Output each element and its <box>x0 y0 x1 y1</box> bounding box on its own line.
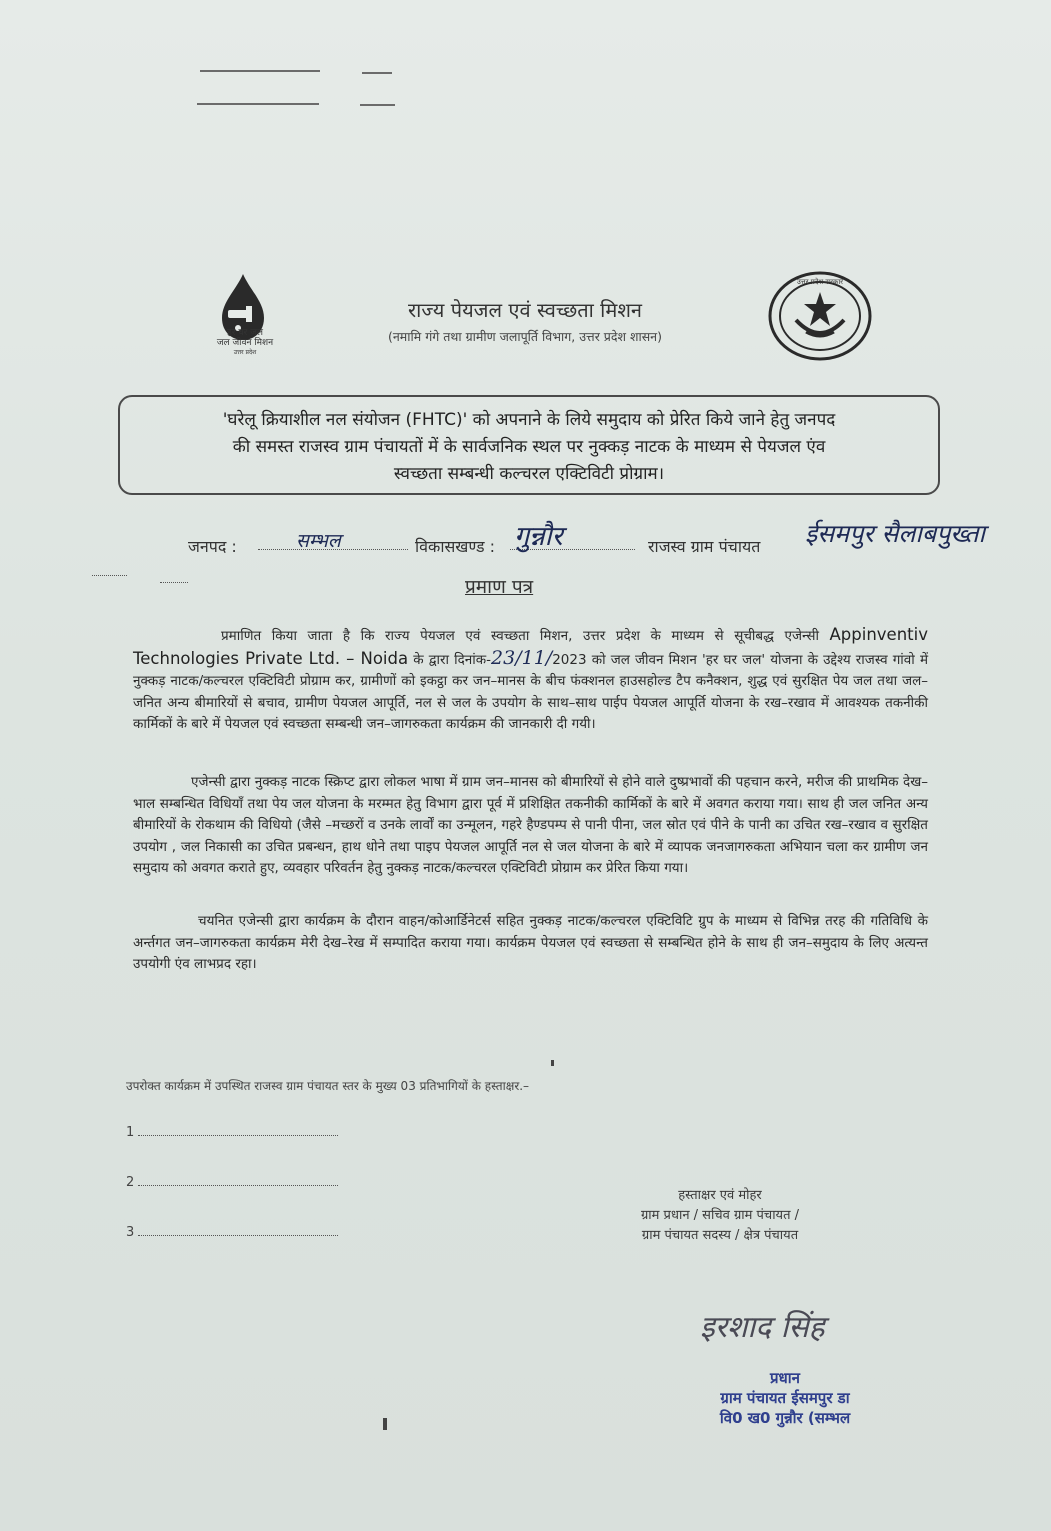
emblem-text: उत्तर प्रदेश सरकार <box>796 278 844 286</box>
participant-signature-2 <box>126 1175 338 1190</box>
scan-mark <box>362 72 392 74</box>
org-subtitle: (नमामि गंगे तथा ग्रामीण जलापूर्ति विभाग, उत्तर प्रदेश शासन) <box>387 329 662 344</box>
scan-mark <box>551 1060 554 1066</box>
signature-line <box>138 1175 338 1186</box>
scan-mark <box>200 70 320 72</box>
scan-mark <box>197 103 319 105</box>
block-label: विकासखण्ड : <box>415 537 496 556</box>
participant-signature-1 <box>126 1125 338 1140</box>
certificate-paragraph-1 <box>133 624 928 736</box>
panchayat-value: ईसमपुर सैलाबपुख्ता <box>805 519 985 548</box>
certificate-paragraph-2: एजेन्सी द्वारा नुक्कड़ नाटक स्क्रिप्ट द्वारा लोकल भाषा में ग्राम जन–मानस को बीमारियों से होने वाले दुष्प्रभावों की पहचान करने, मरीज की प्राथमिक देख–भाल सम्बन्धित विधियाँ तथा पेय जल योजना के मरम्मत हेतु विभाग द्वारा पूर्व में प्रशिक्षित तकनीकी कार्मिकों के बारे में अवगत कराया गया। साथ ही जल जनित अन्य बीमारियों के रोकथाम की विधियो (जैसे –मच्छरों व उनके लार्वों का उन्मूलन, गहरे हैण्डपम्प से पानी पीना, जल स्रोत एवं पीने के पानी का उचित रख–रखाव व सुरक्षित उपयोग , जल निकासी का उचित प्रबन्धन, हाथ धोने तथा पाइप पेयजल आपूर्ति नल से जल योजना के बारे में व्यापक जनजागरुकता अभियान चला कर ग्रामीण जन समुदाय को अवगत कराते हुए, व्यवहार परिवर्तन हेतु नुक्कड़ नाटक/कल्चरल एक्टिविटी प्रोग्राम कर प्रेरित किया गया। <box>133 774 928 876</box>
certificate-paragraph-3: चयनित एजेन्सी द्वारा कार्यक्रम के दौरान वाहन/कोआर्डिनेटर्स सहित नुक्कड़ नाटक/कल्चरल एक्टिविटि ग्रुप के माध्यम से विभिन्न तरह की गतिविधि के अर्न्तगत जन–जागरुकता कार्यक्रम मेरी देख–रेख में सम्पादित कराया गया। कार्यक्रम पेयजल एवं स्वच्छता से सम्बन्धित होने के साथ ही जन–समुदाय के लिए अत्यन्त उपयोगी एंव लाभप्रद रहा। <box>133 913 928 972</box>
logo-text-line: उत्तर प्रदेश <box>233 349 257 356</box>
logo-text-line: जल जीवन मिशन <box>216 338 274 348</box>
org-title: राज्य पेयजल एवं स्वच्छता मिशन <box>407 298 643 322</box>
participant-number: 1 <box>126 1125 135 1140</box>
agency-name: Appinventiv Technologies Private Ltd. – Noida <box>133 625 928 668</box>
up-government-emblem <box>766 270 874 362</box>
participant-signature-3 <box>126 1225 338 1240</box>
signatory-role: ग्राम पंचायत सदस्य / क्षेत्र पंचायत <box>641 1228 799 1243</box>
p1-intro: प्रमाणित किया जाता है कि राज्य पेयजल एवं स्वच्छता मिशन, उत्तर प्रदेश के माध्यम से सूचीबद्ध एजेन्सी <box>221 628 819 644</box>
scan-mark <box>383 1418 387 1430</box>
p1-body: को जल जीवन मिशन 'हर घर जल' योजना के उद्देश्य राजस्व गांवो में नुक्कड़ नाटक/कल्चरल एक्टिविटी प्रोग्राम कर, ग्रामीणों को इकट्ठा कर जन–मानस के बीच फंक्शनल हाउसहोल्ड टैप कनैक्शन, शुद्ध एवं सुरक्षित पेय जल तथा जल–जनित अन्य बीमारियों से बचाव, ग्रामीण पेयजल आपूर्ति, नल से जल के उपयोग के साथ–साथ पाईप पेयजल आपूर्ति योजना के रख–रखाव में आवश्यक तकनीकी कार्मिकों के बारे में पेयजल एवं स्वच्छता सम्बन्धी जन–जागरुकता कार्यक्रम की जानकारी दी गयी। <box>133 651 929 732</box>
participant-number: 2 <box>126 1175 135 1190</box>
signatory-label: हस्ताक्षर एवं मोहर <box>678 1188 762 1203</box>
signatory-role: ग्राम प्रधान / सचिव ग्राम पंचायत / <box>640 1208 800 1223</box>
program-year: 2023 <box>552 651 587 668</box>
district-value: सम्भल <box>296 530 341 552</box>
heading-line: 'घरेलू क्रियाशील नल संयोजन (FHTC)' को अपनाने के लिये समुदाय को प्रेरित किये जाने हेतु जनपद <box>222 410 836 430</box>
heading-line: स्वच्छता सम्बन्धी कल्चरल एक्टिविटी प्रोग्राम। <box>393 464 665 484</box>
scan-mark <box>360 104 395 106</box>
signature-line <box>138 1225 338 1236</box>
block-value: गुन्नौर <box>514 521 563 552</box>
district-label: जनपद : <box>188 537 237 556</box>
participants-intro: उपरोक्त कार्यक्रम में उपस्थित राजस्व ग्राम पंचायत स्तर के मुख्य 03 प्रतिभागियों के हस्ताक्षर.– <box>126 1079 530 1093</box>
heading-line: की समस्त राजस्व ग्राम पंचायतों में के सार्वजनिक स्थल पर नुक्कड़ नाटक के माध्यम से पेयजल एंव <box>232 437 826 457</box>
stamp-line: ग्राम पंचायत ईसमपुर डा <box>720 1389 850 1407</box>
certificate-title: प्रमाण पत्र <box>465 576 534 598</box>
participant-number: 3 <box>126 1225 135 1240</box>
handwritten-signature: इरशाद सिंह <box>700 1310 825 1345</box>
program-date: 23/11/ <box>491 646 553 669</box>
har-ghar-jal-logo <box>198 272 288 367</box>
official-stamp <box>700 1368 870 1428</box>
scan-mark <box>92 575 127 576</box>
stamp-line: प्रधान <box>770 1369 800 1387</box>
p1-date-prefix: के द्वारा दिनांक- <box>413 651 492 668</box>
stamp-line: वि0 ख0 गुन्नौर (सम्भल <box>719 1409 851 1427</box>
scan-mark <box>160 582 188 583</box>
program-heading-box <box>118 395 940 495</box>
logo-text-line: हर घर जल <box>227 328 263 338</box>
signature-line <box>138 1125 338 1136</box>
panchayat-label: राजस्व ग्राम पंचायत <box>648 537 761 556</box>
